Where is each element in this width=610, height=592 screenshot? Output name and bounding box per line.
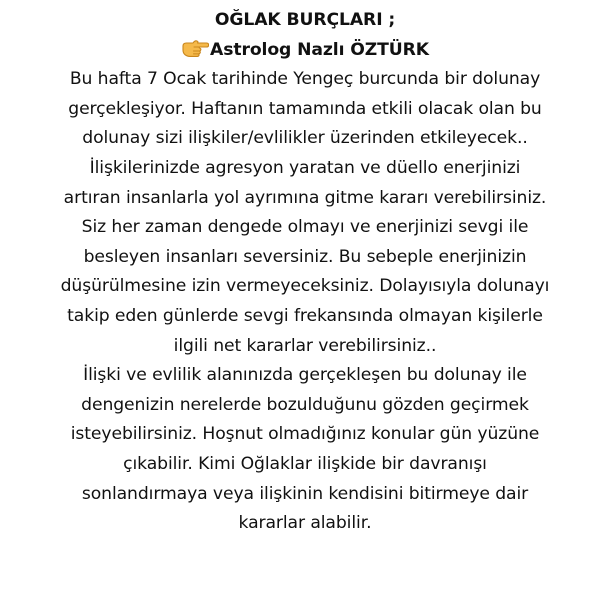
body-line: kararlar alabilir. (238, 513, 372, 534)
body-line: dolunay sizi ilişkiler/evlilikler üzerinden etkileyecek.. (82, 128, 528, 149)
body-line: gerçekleşiyor. Haftanın tamamında etkili olacak olan bu (68, 98, 542, 119)
body-line: İlişkilerinizde agresyon yaratan ve düello enerjinizi (89, 157, 521, 178)
body-line: Bu hafta 7 Ocak tarihinde Yengeç burcunda bir dolunay (69, 69, 541, 90)
body-line: isteyebilirsiniz. Hoşnut olmadığınız konular gün yüzüne (70, 424, 540, 445)
body-line: dengenizin nerelerde bozulduğunu gözden geçirmek (81, 394, 529, 415)
author-line (8, 36, 602, 66)
body-line: takip eden günlerde sevgi frekansında olmayan kişilerle (67, 305, 543, 326)
body-line: artıran insanlarla yol ayrımına gitme kararı verebilirsiniz. (63, 187, 547, 208)
body-line: İlişki ve evlilik alanınızda gerçekleşen bu dolunay ile (83, 365, 527, 386)
body-line: besleyen insanları seversiniz. Bu sebeple enerjinizin (83, 246, 527, 267)
body-line: düşürülmesine izin vermeyeceksiniz. Dolayısıyla dolunayı (60, 276, 550, 297)
backhand-index-pointing-right-icon (181, 37, 209, 59)
author-name: Astrolog Nazlı ÖZTÜRK (210, 39, 429, 60)
body-line: ilgili net kararlar verebilirsiniz.. (173, 335, 437, 356)
body-line: sonlandırmaya veya ilişkinin kendisini bitirmeye dair (81, 483, 529, 504)
document-title: OĞLAK BURÇLARI ; (214, 10, 396, 30)
body-line: Siz her zaman dengede olmayı ve enerjinizi sevgi ile (81, 217, 529, 238)
body-line: çıkabilir. Kimi Oğlaklar ilişkide bir davranışı (123, 453, 487, 474)
